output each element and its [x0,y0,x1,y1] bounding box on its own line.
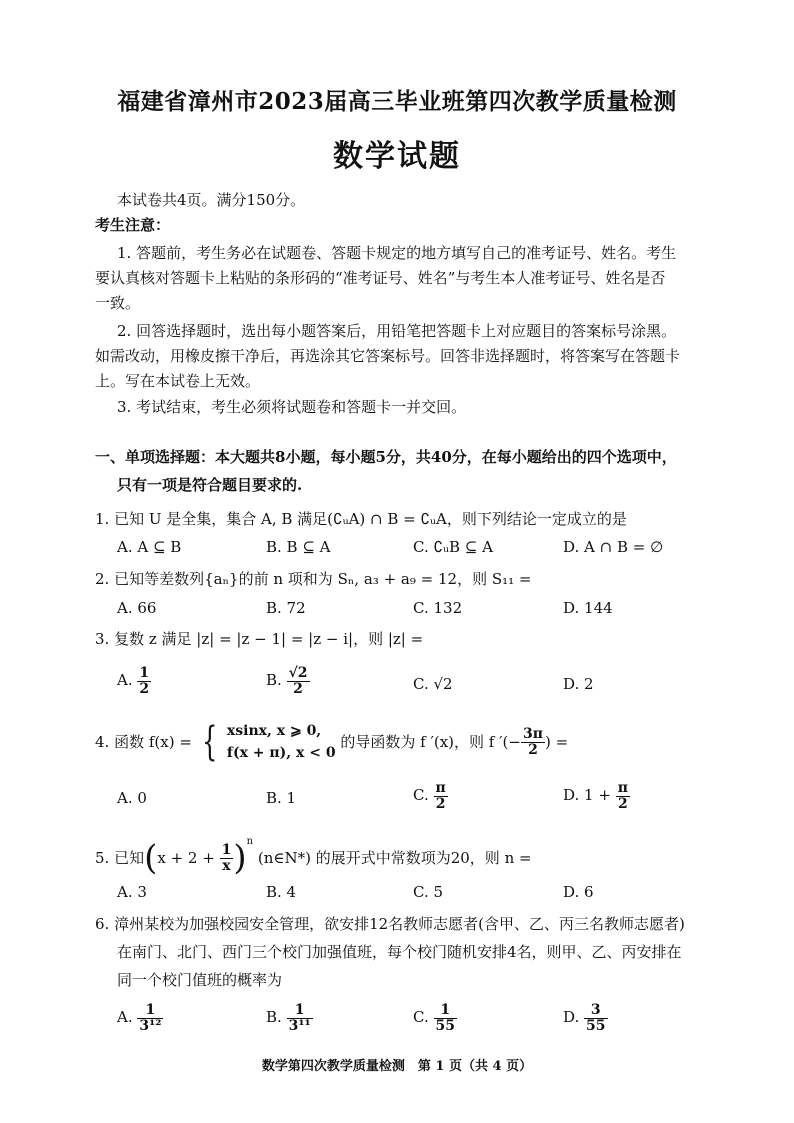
subject-title: 数学试题 [333,139,461,174]
q3-option-b-fraction: $\frac{√2}{2}$ [288,665,308,697]
q4-option-b: B. 1 [266,789,297,807]
question-6-stem-cont: 在南门、北门、西门三个校门加强值班，每个校门随机安排4名，则甲、乙、丙安排在 [117,943,682,961]
note-line: 3. 考试结束，考生必须将试题卷和答题卡一并交回。 [117,398,467,416]
q5-expr: x + 2 + [157,849,215,867]
left-brace-icon: { [201,719,218,765]
note-line: 如需改动，用橡皮擦干净后，再选涂其它答案标号。回答非选择题时，将答案写在答题卡 [95,347,681,365]
q3-option-b [266,666,310,696]
q1-option-d: D. A ∩ B = ∅ [563,538,664,556]
q4-option-d [563,781,630,811]
q4-prefix: 4. 函数 f(x) = [95,733,192,751]
q2-option-d: D. 144 [563,599,613,617]
q3-option-d: D. 2 [563,675,594,693]
question-4-stem [95,720,568,764]
q5-fraction: $\frac{1}{x}$ [221,841,232,874]
question-1-stem: 1. 已知 U 是全集，集合 A, B 满足(∁ᵤA) ∩ B = ∁ᵤA，则下列结论一定成立的是 [95,510,627,528]
q4-option-c-label: C. [413,786,429,805]
q5-option-a: A. 3 [117,883,147,901]
q6-option-d [563,1003,608,1033]
q6-option-b-label: B. [266,1008,282,1027]
question-5-stem [95,832,532,878]
notice-heading: 考生注意： [95,216,171,234]
q4-fraction: $\frac{3\pi}{2}$ [522,725,543,758]
question-6-stem-cont: 同一个校门值班的概率为 [117,971,283,989]
q6-option-c [413,1003,457,1033]
q6-option-c-fraction: $\frac{1}{55}$ [435,1002,455,1034]
right-paren-icon: ) [233,838,247,878]
q5-option-c: C. 5 [413,883,444,901]
q1-option-a: A. A ⊆ B [117,538,182,556]
q6-option-c-label: C. [413,1008,429,1027]
q4-middle: 的导函数为 f ′(x)，则 f ′(− [340,733,521,751]
q1-option-c: C. ∁ᵤB ⊆ A [413,538,493,556]
q2-option-b: B. 72 [266,599,306,617]
q3-option-c: C. √2 [413,675,453,693]
q3-option-a-fraction: $\frac{1}{2}$ [139,665,150,697]
q5-prefix: 5. 已知 [95,849,145,867]
q5-option-d: D. 6 [563,883,594,901]
q5-condition: (n∈N*) [257,849,311,867]
q3-option-a [117,666,151,696]
q4-option-d-label: D. 1 + [563,786,611,805]
q6-option-d-fraction: $\frac{3}{55}$ [586,1002,606,1034]
pages-info: 本试卷共4页。满分150分。 [117,191,306,209]
section-heading-cont: 只有一项是符合题目要求的. [117,476,303,494]
q5-suffix: 的展开式中常数项为20，则 n = [315,849,532,867]
note-line: 1. 答题前，考生务必在试题卷、答题卡规定的地方填写自己的准考证号、姓名。考生 [117,244,677,262]
q5-exponent: n [246,836,254,847]
left-paren-icon: ( [144,838,158,878]
q4-suffix: ) = [544,733,569,751]
q4-option-c [413,781,448,811]
q6-option-b-fraction: $\frac{1}{\text{3¹¹}}$ [288,1002,311,1034]
q4-piecewise: xsinx, x ⩾ 0, f(x + π), x < 0 [226,723,336,761]
question-3-stem: 3. 复数 z 满足 |z| = |z − 1| = |z − i|，则 |z| = [95,630,424,648]
q4-option-a: A. 0 [117,789,147,807]
note-line: 上。写在本试卷上无效。 [95,372,261,390]
q5-option-b: B. 4 [266,883,297,901]
note-line: 一致。 [95,294,141,312]
q2-option-c: C. 132 [413,599,463,617]
q3-option-b-label: B. [266,671,282,690]
note-line: 要认真核对答题卡上粘贴的条形码的“准考证号、姓名”与考生本人准考证号、姓名是否 [95,269,666,287]
q6-option-a-fraction: $\frac{1}{\text{3¹²}}$ [139,1002,162,1034]
question-2-stem: 2. 已知等差数列{aₙ}的前 n 项和为 Sₙ, a₃ + a₉ = 12，则 S₁₁ = [95,570,532,588]
q1-option-b: B. B ⊆ A [266,538,331,556]
note-line: 2. 回答选择题时，选出每小题答案后，用铅笔把答题卡上对应题目的答案标号涂黑。 [117,322,677,340]
q4-option-c-fraction: $\frac{\pi}{2}$ [435,780,446,812]
q4-option-d-fraction: $\frac{\pi}{2}$ [617,780,628,812]
q6-option-a-label: A. [117,1008,133,1027]
exam-title: 福建省漳州市2023届高三毕业班第四次教学质量检测 [117,88,677,115]
section-heading: 一、单项选择题：本大题共8小题，每小题5分，共40分，在每小题给出的四个选项中， [95,448,677,466]
question-6-stem: 6. 漳州某校为加强校园安全管理，欲安排12名教师志愿者(含甲、乙、丙三名教师志愿者) [95,915,685,933]
q6-option-a [117,1003,163,1033]
page-footer: 数学第四次教学质量检测 第 1 页（共 4 页） [261,1059,533,1074]
q6-option-b [266,1003,313,1033]
q6-option-d-label: D. [563,1008,580,1027]
q3-option-a-label: A. [117,671,133,690]
q2-option-a: A. 66 [117,599,157,617]
